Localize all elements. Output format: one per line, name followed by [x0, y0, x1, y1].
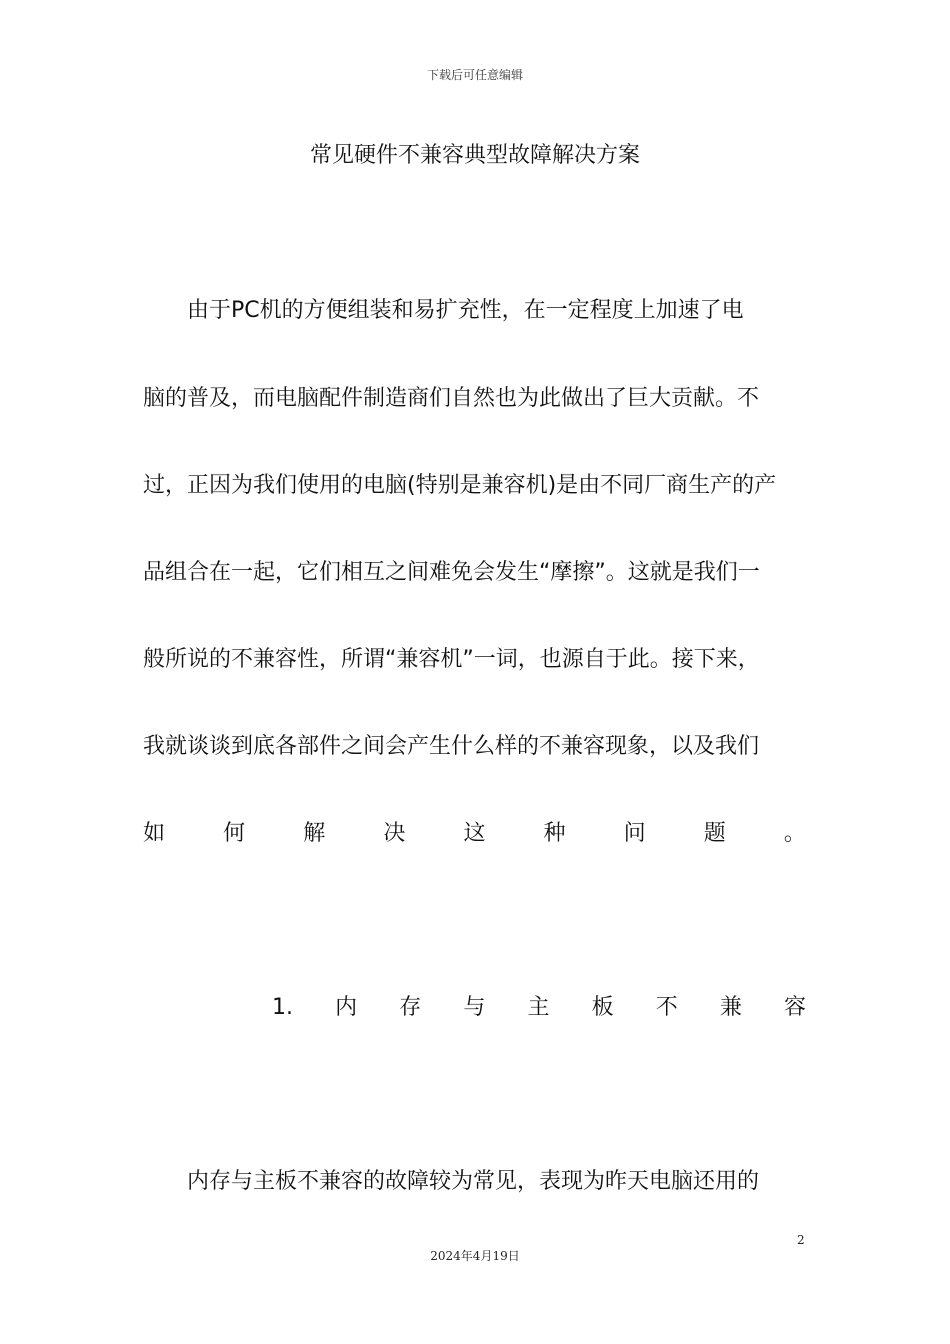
- char: 这: [463, 821, 486, 846]
- document-title: 常见硬件不兼容典型故障解决方案: [309, 143, 640, 168]
- char: 如: [143, 821, 166, 846]
- char: 决: [383, 821, 406, 846]
- char: 不: [655, 995, 678, 1020]
- char: 容: [783, 995, 806, 1020]
- char: 兼: [719, 995, 742, 1020]
- paragraph-last-line: [143, 819, 806, 849]
- char: 。: [783, 821, 806, 846]
- char: 解: [303, 821, 326, 846]
- char: 内: [335, 995, 358, 1020]
- section-heading: [272, 993, 806, 1023]
- paragraph-line: 由于PC机的方便组装和易扩充性，在一定程度上加速了电: [143, 298, 744, 323]
- char: 种: [543, 821, 566, 846]
- section-number: 1.: [272, 995, 293, 1020]
- char: 主: [527, 995, 550, 1020]
- char: 板: [591, 995, 614, 1020]
- page-number: 2: [797, 1233, 805, 1247]
- paragraph-line: 我就谈谈到底各部件之间会产生什么样的不兼容现象，以及我们: [143, 734, 760, 759]
- page-header: 下载后可任意编辑: [426, 68, 523, 82]
- char: 存: [399, 995, 422, 1020]
- paragraph-line: 品组合在一起，它们相互之间难免会发生“摩擦”。这就是我们一: [143, 560, 760, 585]
- char: 何: [223, 821, 246, 846]
- paragraph-line: 过，正因为我们使用的电脑(特别是兼容机)是由不同厂商生产的产: [143, 473, 777, 498]
- char: 问: [623, 821, 646, 846]
- paragraph-line: 般所说的不兼容性，所谓“兼容机”一词，也源自于此。接下来，: [143, 647, 760, 672]
- char: 题: [703, 821, 726, 846]
- page-footer-date: 2024年4月19日: [430, 1249, 520, 1263]
- char: 与: [463, 995, 486, 1020]
- paragraph-line: 脑的普及，而电脑配件制造商们自然也为此做出了巨大贡献。不: [143, 386, 760, 411]
- section1-paragraph-line: 内存与主板不兼容的故障较为常见，表现为昨天电脑还用的: [143, 1169, 760, 1194]
